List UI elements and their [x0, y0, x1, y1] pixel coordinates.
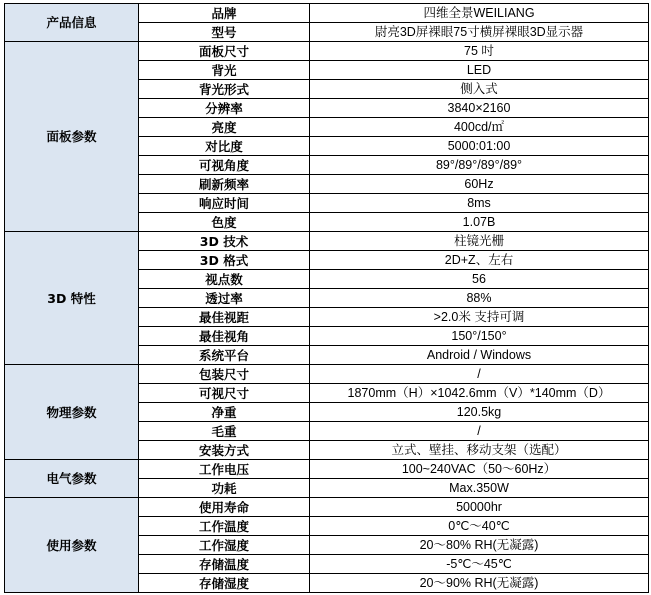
attribute-label-cell: 型号: [139, 23, 310, 42]
attribute-value-cell: 120.5kg: [310, 403, 649, 422]
attribute-label-cell: 品牌: [139, 4, 310, 23]
attribute-label-cell: 背光: [139, 61, 310, 80]
table-row: [5, 42, 649, 61]
attribute-value-cell: /: [310, 365, 649, 384]
attribute-label-cell: 功耗: [139, 479, 310, 498]
attribute-value-cell: 立式、壁挂、移动支架（选配）: [310, 441, 649, 460]
attribute-label-cell: 毛重: [139, 422, 310, 441]
attribute-value-cell: 5000:01:00: [310, 137, 649, 156]
attribute-label-cell: 工作温度: [139, 517, 310, 536]
attribute-value-cell: LED: [310, 61, 649, 80]
attribute-value-cell: 88%: [310, 289, 649, 308]
attribute-label-cell: 亮度: [139, 118, 310, 137]
attribute-label-cell: 色度: [139, 213, 310, 232]
table-row: [5, 232, 649, 251]
attribute-value-cell: 柱镜光栅: [310, 232, 649, 251]
section-category-cell: 3D 特性: [5, 232, 139, 365]
section-category-cell: 使用参数: [5, 498, 139, 593]
attribute-label-cell: 安装方式: [139, 441, 310, 460]
attribute-value-cell: 3840×2160: [310, 99, 649, 118]
attribute-label-cell: 最佳视距: [139, 308, 310, 327]
attribute-label-cell: 背光形式: [139, 80, 310, 99]
attribute-value-cell: 56: [310, 270, 649, 289]
attribute-label-cell: 系统平台: [139, 346, 310, 365]
attribute-value-cell: Max.350W: [310, 479, 649, 498]
attribute-value-cell: 侧入式: [310, 80, 649, 99]
section-category-cell: 电气参数: [5, 460, 139, 498]
attribute-label-cell: 响应时间: [139, 194, 310, 213]
spec-sheet: [4, 3, 649, 593]
attribute-value-cell: /: [310, 422, 649, 441]
attribute-value-cell: 150°/150°: [310, 327, 649, 346]
section-category-cell: 产品信息: [5, 4, 139, 42]
attribute-label-cell: 可视角度: [139, 156, 310, 175]
table-row: [5, 460, 649, 479]
attribute-label-cell: 工作湿度: [139, 536, 310, 555]
attribute-label-cell: 面板尺寸: [139, 42, 310, 61]
attribute-value-cell: 8ms: [310, 194, 649, 213]
attribute-label-cell: 最佳视角: [139, 327, 310, 346]
attribute-value-cell: 1.07B: [310, 213, 649, 232]
section-category-cell: 面板参数: [5, 42, 139, 232]
attribute-value-cell: 0℃～40℃: [310, 517, 649, 536]
attribute-value-cell: 尉亮3D屏裸眼75寸横屏裸眼3D显示器: [310, 23, 649, 42]
attribute-label-cell: 使用寿命: [139, 498, 310, 517]
attribute-value-cell: Android / Windows: [310, 346, 649, 365]
attribute-label-cell: 存储温度: [139, 555, 310, 574]
attribute-value-cell: -5℃～45℃: [310, 555, 649, 574]
attribute-label-cell: 分辨率: [139, 99, 310, 118]
section-category-cell: 物理参数: [5, 365, 139, 460]
attribute-label-cell: 工作电压: [139, 460, 310, 479]
spec-table-body: [5, 4, 649, 593]
attribute-value-cell: 1870mm（H）×1042.6mm（V）*140mm（D）: [310, 384, 649, 403]
attribute-value-cell: 20～80% RH(无凝露): [310, 536, 649, 555]
attribute-value-cell: 400cd/㎡: [310, 118, 649, 137]
attribute-label-cell: 可视尺寸: [139, 384, 310, 403]
attribute-label-cell: 3D 技术: [139, 232, 310, 251]
attribute-value-cell: 75 吋: [310, 42, 649, 61]
attribute-value-cell: >2.0米 支持可调: [310, 308, 649, 327]
attribute-label-cell: 包装尺寸: [139, 365, 310, 384]
attribute-value-cell: 60Hz: [310, 175, 649, 194]
attribute-label-cell: 3D 格式: [139, 251, 310, 270]
attribute-value-cell: 四维全景WEILIANG: [310, 4, 649, 23]
attribute-label-cell: 对比度: [139, 137, 310, 156]
spec-table: [4, 3, 649, 593]
attribute-value-cell: 100~240VAC（50～60Hz）: [310, 460, 649, 479]
table-row: [5, 365, 649, 384]
attribute-label-cell: 净重: [139, 403, 310, 422]
attribute-label-cell: 刷新频率: [139, 175, 310, 194]
attribute-label-cell: 视点数: [139, 270, 310, 289]
table-row: [5, 498, 649, 517]
attribute-value-cell: 89°/89°/89°/89°: [310, 156, 649, 175]
attribute-value-cell: 50000hr: [310, 498, 649, 517]
table-row: [5, 4, 649, 23]
attribute-value-cell: 2D+Z、左右: [310, 251, 649, 270]
attribute-label-cell: 透过率: [139, 289, 310, 308]
attribute-label-cell: 存储湿度: [139, 574, 310, 593]
attribute-value-cell: 20～90% RH(无凝露): [310, 574, 649, 593]
